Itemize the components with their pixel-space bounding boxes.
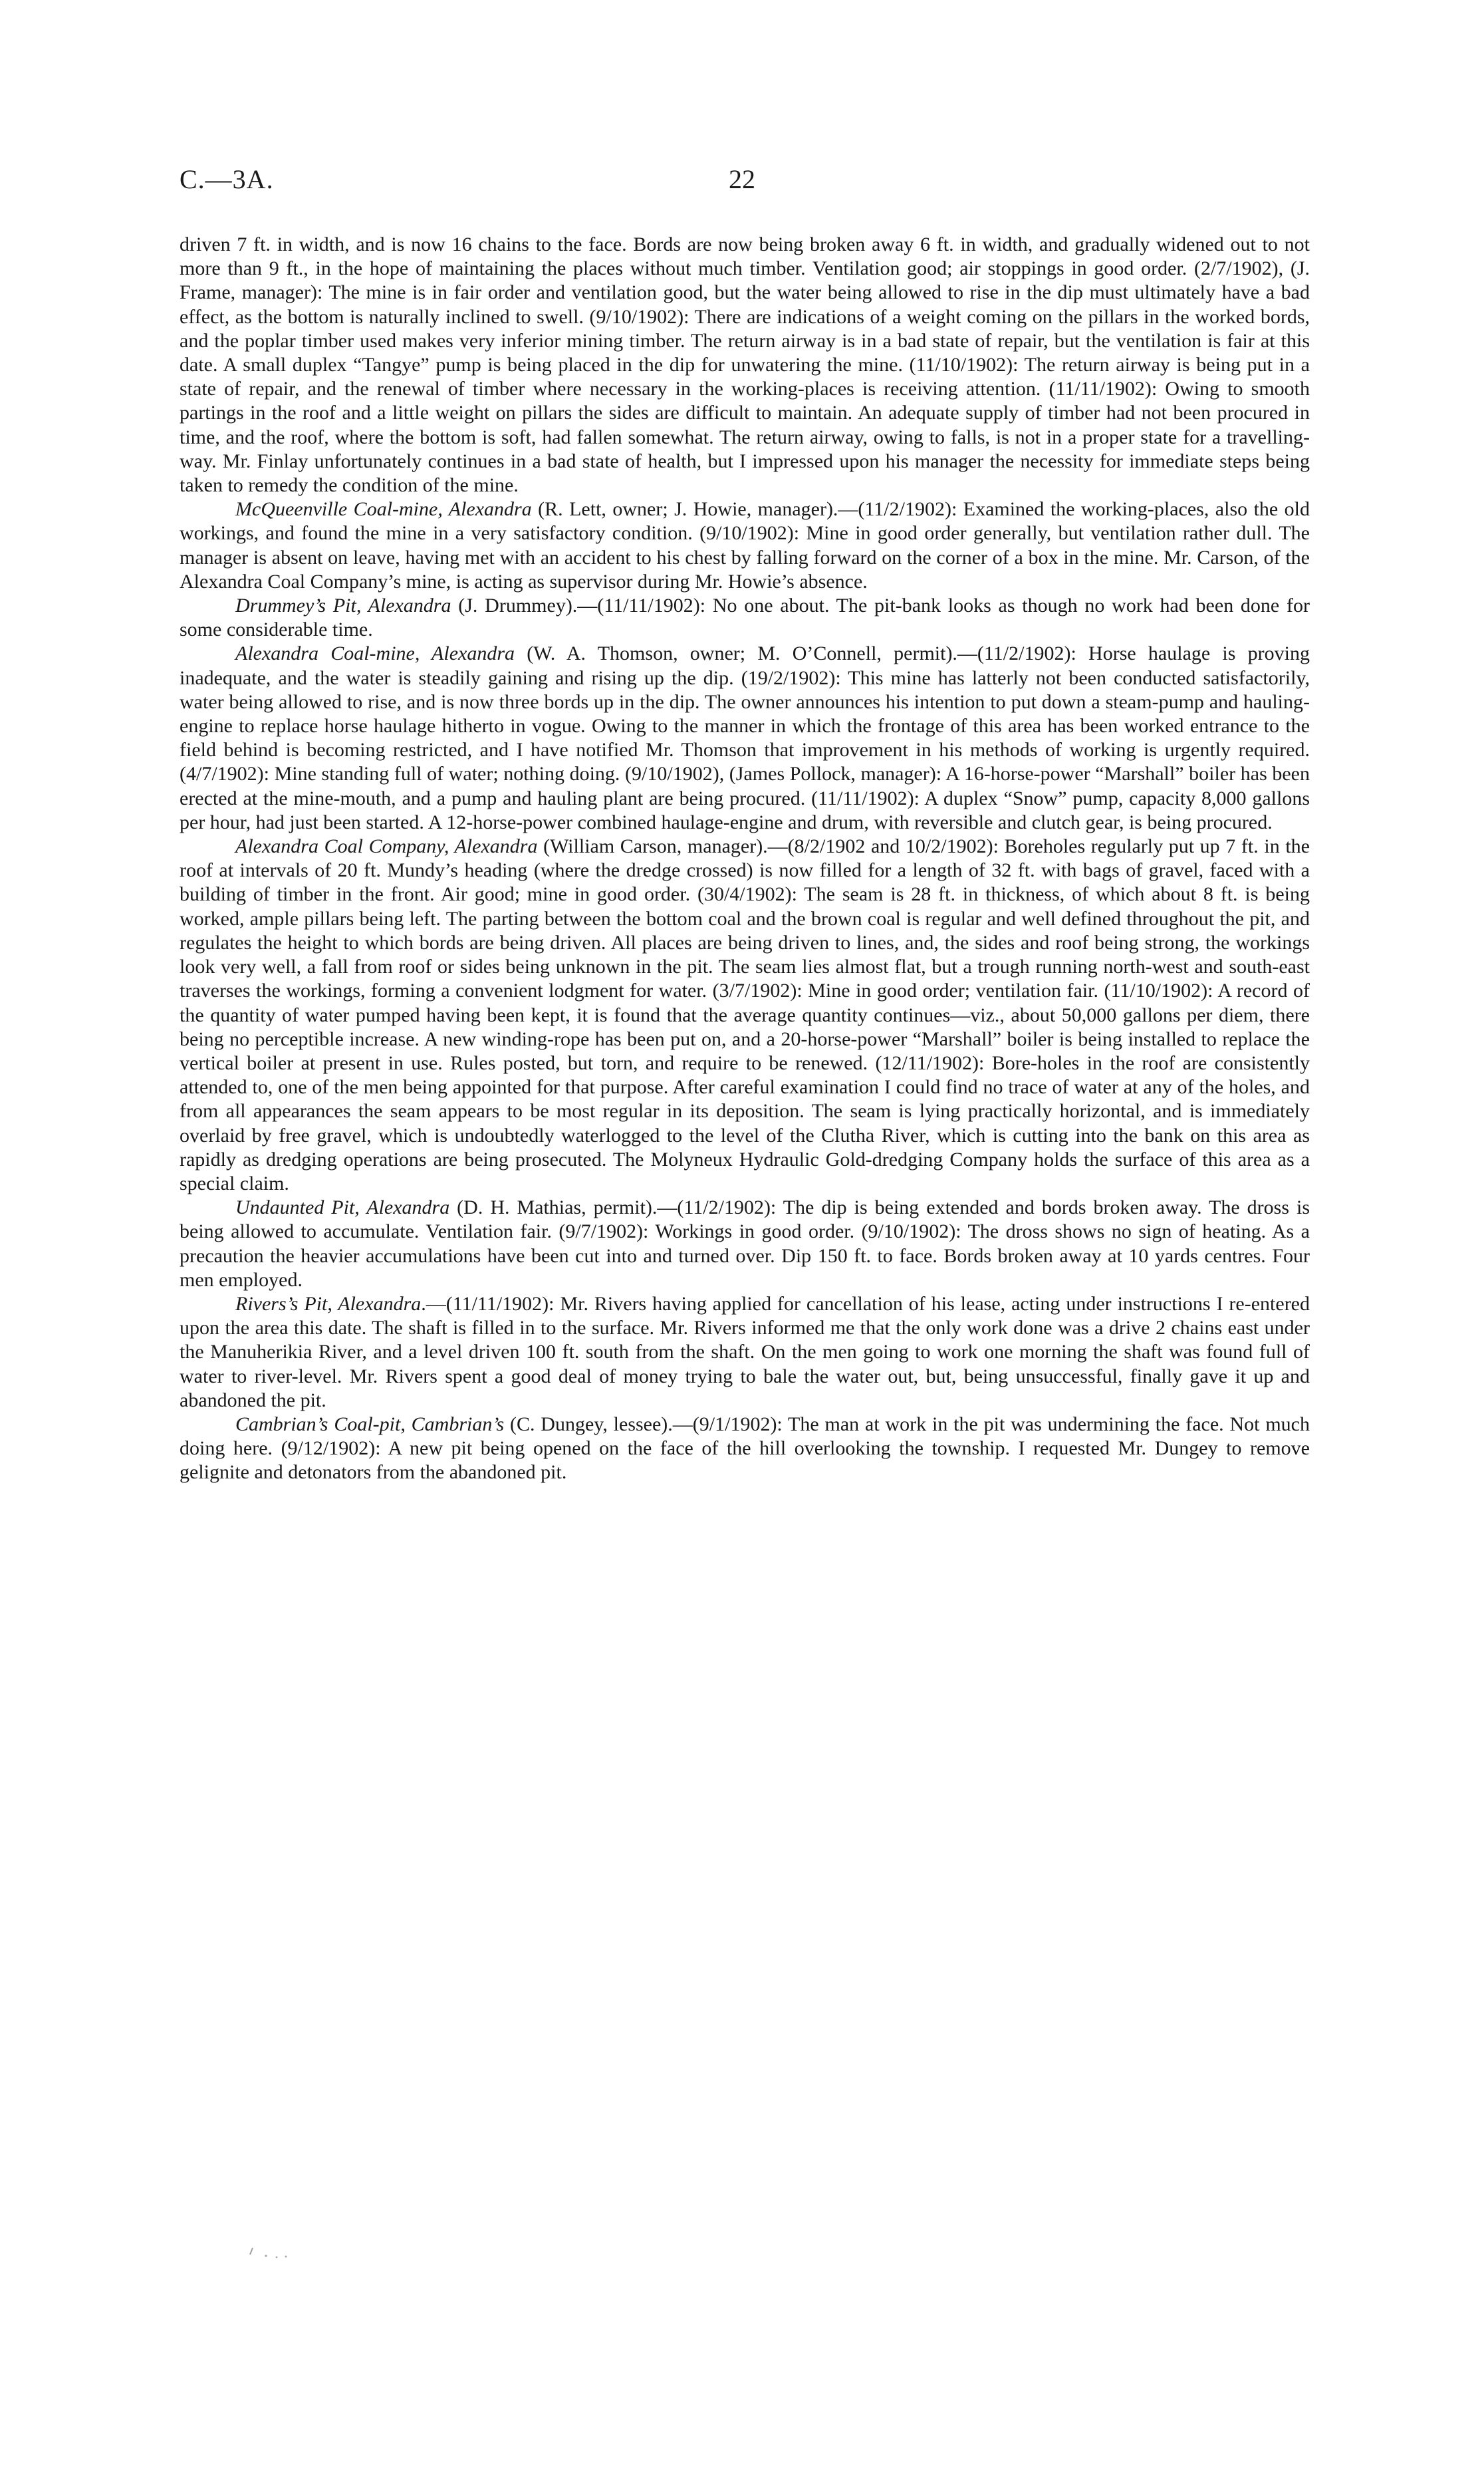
mine-name: McQueenville Coal-mine, Alexandra bbox=[235, 498, 532, 521]
paragraph-text: (D. H. Mathias, permit).—(11/2/1902): The dip is being extended and bords broken away. The dross is being allowed to accumulate. Ventilation fair. (9/7/1902): Workings in good order. (9/10/1902): The dross shows no sign of heating. As a precaution the heavier accumulations have been cut into and turned over. Dip 150 ft. to face. Bords broken away at 10 yards centres. Four men employed. bbox=[180, 1196, 1310, 1291]
mine-name: Alexandra Coal-mine, Alexandra bbox=[235, 642, 515, 665]
mine-name: Undaunted Pit, Alexandra bbox=[235, 1196, 450, 1219]
paragraph-mcqueenville-coal-mine bbox=[180, 497, 1310, 594]
mine-name: Cambrian’s Coal-pit, Cambrian’s bbox=[235, 1413, 505, 1435]
mine-name: Alexandra Coal Company, Alexandra bbox=[235, 835, 538, 858]
mine-name: Drummey’s Pit, Alexandra bbox=[235, 595, 451, 617]
paragraph-undaunted-pit bbox=[180, 1196, 1310, 1292]
paragraph-text: (J. Drummey).—(11/11/1902): No one about. The pit-bank looks as though no work had been done for some considerable time. bbox=[180, 595, 1310, 641]
paragraph-cambrians-coal-pit bbox=[180, 1413, 1310, 1485]
scan-specks bbox=[246, 2240, 299, 2260]
page-number: 22 bbox=[729, 164, 755, 194]
parliamentary-paper-reference: C.—3A. bbox=[180, 164, 274, 194]
paragraph-alexandra-coal-mine bbox=[180, 642, 1310, 835]
report-body bbox=[180, 233, 1310, 1485]
paragraph-drummeys-pit bbox=[180, 594, 1310, 642]
paragraph-text: (William Carson, manager).—(8/2/1902 and 10/2/1902): Boreholes regularly put up 7 ft. in the roof at intervals of 20 ft. Mundy’s heading (where the dredge crossed) is now filled for a length of 32 ft. with bags of gravel, faced with a building of timber in the front. Air good; mine in good order. (30/4/1902): The seam is 28 ft. in thickness, of which about 8 ft. is being worked, ample pillars being left. The parting between the bottom coal and the brown coal is regular and well defined throughout the pit, and regulates the height to which bords are being driven. All places are being driven to lines, and, the sides and roof being strong, the workings look very well, a fall from roof or sides being unknown in the pit. The seam lies almost flat, but a trough running north-west and south-east traverses the workings, forming a convenient lodgment for water. (3/7/1902): Mine in good order; ventilation fair. (11/10/1902): A record of the quantity of water pumped having been kept, it is found that the average quantity continues—viz., about 50,000 gallons per diem, there being no perceptible increase. A new winding-rope has been put on, and a 20-horse-power “Marshall” boiler is being installed to replace the vertical boiler at present in use. Rules posted, but torn, and require to be renewed. (12/11/1902): Bore-holes in the roof are consistently attended to, one of the men being appointed for that purpose. After careful examination I could find no trace of water at any of the holes, and from all appearances the seam appears to be most regular in its deposition. The seam is lying practically horizontal, and is immediately overlaid by free gravel, which is undoubtedly waterlogged to the level of the Clutha River, which is cutting into the bank on this area as rapidly as dredging operations are being prosecuted. The Molyneux Hydraulic Gold-dredging Company holds the surface of this area as a special claim. bbox=[180, 835, 1310, 1194]
paragraph-text: (R. Lett, owner; J. Howie, manager).—(11/2/1902): Examined the working-places, also the old workings, and found the mine in a very satisfactory condition. (9/10/1902): Mine in good order generally, but ventilation rather dull. The manager is absent on leave, having met with an accident to his chest by falling forward on the corner of a box in the mine. Mr. Carson, of the Alexandra Coal Company’s mine, is acting as supervisor during Mr. Howie’s absence. bbox=[180, 498, 1310, 593]
paragraph-continued-finlay-mine: driven 7 ft. in width, and is now 16 chains to the face. Bords are now being broken away 6 ft. in width, and gradually widened out to not more than 9 ft., in the hope of maintaining the places without much timber. Ventilation good; air stoppings in good order. (2/7/1902), (J. Frame, manager): The mine is in fair order and ventilation good, but the water being allowed to rise in the dip must ultimately have a bad effect, as the bottom is naturally inclined to swell. (9/10/1902): There are indications of a weight coming on the pillars in the worked bords, and the poplar timber used makes very inferior mining timber. The return airway is in a bad state of repair, but the ventilation is fair at this date. A small duplex “Tangye” pump is being placed in the dip for unwatering the mine. (11/10/1902): The return airway is being put in a state of repair, and the renewal of timber where necessary in the working-places is receiving attention. (11/11/1902): Owing to smooth partings in the roof and a little weight on pillars the sides are difficult to maintain. An adequate supply of timber had not been procured in time, and the roof, where the bottom is soft, had fallen somewhat. The return airway, owing to falls, is not in a proper state for a travelling-way. Mr. Finlay unfortunately continues in a bad state of health, but I impressed upon his manager the necessity for immediate steps being taken to remedy the condition of the mine. bbox=[180, 233, 1310, 497]
paragraph-riverss-pit bbox=[180, 1292, 1310, 1413]
page-header bbox=[180, 164, 1310, 204]
paragraph-text: .—(11/11/1902): Mr. Rivers having applied for cancellation of his lease, acting under instructions I re-entered upon the area this date. The shaft is filled in to the surface. Mr. Rivers informed me that the only work done was a drive 2 chains east under the Manuherikia River, and a level driven 100 ft. south from the shaft. On the men going to work one morning the shaft was found full of water to river-level. Mr. Rivers spent a good deal of money trying to bale the water out, but, being unsuccessful, finally gave it up and abandoned the pit. bbox=[180, 1292, 1310, 1411]
paragraph-alexandra-coal-company bbox=[180, 835, 1310, 1196]
paragraph-text: (C. Dungey, lessee).—(9/1/1902): The man at work in the pit was undermining the face. Not much doing here. (9/12/1902): A new pit being opened on the face of the hill overlooking the township. I requested Mr. Dungey to remove gelignite and detonators from the abandoned pit. bbox=[180, 1413, 1310, 1484]
stray-scan-marks bbox=[246, 2240, 299, 2264]
mine-name: Rivers’s Pit, Alexandra bbox=[235, 1292, 422, 1315]
paragraph-text: (W. A. Thomson, owner; M. O’Connell, permit).—(11/2/1902): Horse haulage is proving inadequate, and the water is steadily gaining and rising up the dip. (19/2/1902): This mine has latterly not been conducted satisfactorily, water being allowed to rise, and is now three bords up in the dip. The owner announces his intention to put down a steam-pump and hauling-engine to replace horse haulage hitherto in vogue. Owing to the manner in which the frontage of this area has been worked entrance to the field behind is becoming restricted, and I have notified Mr. Thomson that improvement in his methods of working is urgently required. (4/7/1902): Mine standing full of water; nothing doing. (9/10/1902), (James Pollock, manager): A 16-horse-power “Marshall” boiler has been erected at the mine-mouth, and a pump and hauling plant are being procured. (11/11/1902): A duplex “Snow” pump, capacity 8,000 gallons per hour, had just been started. A 12-horse-power combined haulage-engine and drum, with reversible and clutch gear, is being procured. bbox=[180, 642, 1310, 833]
